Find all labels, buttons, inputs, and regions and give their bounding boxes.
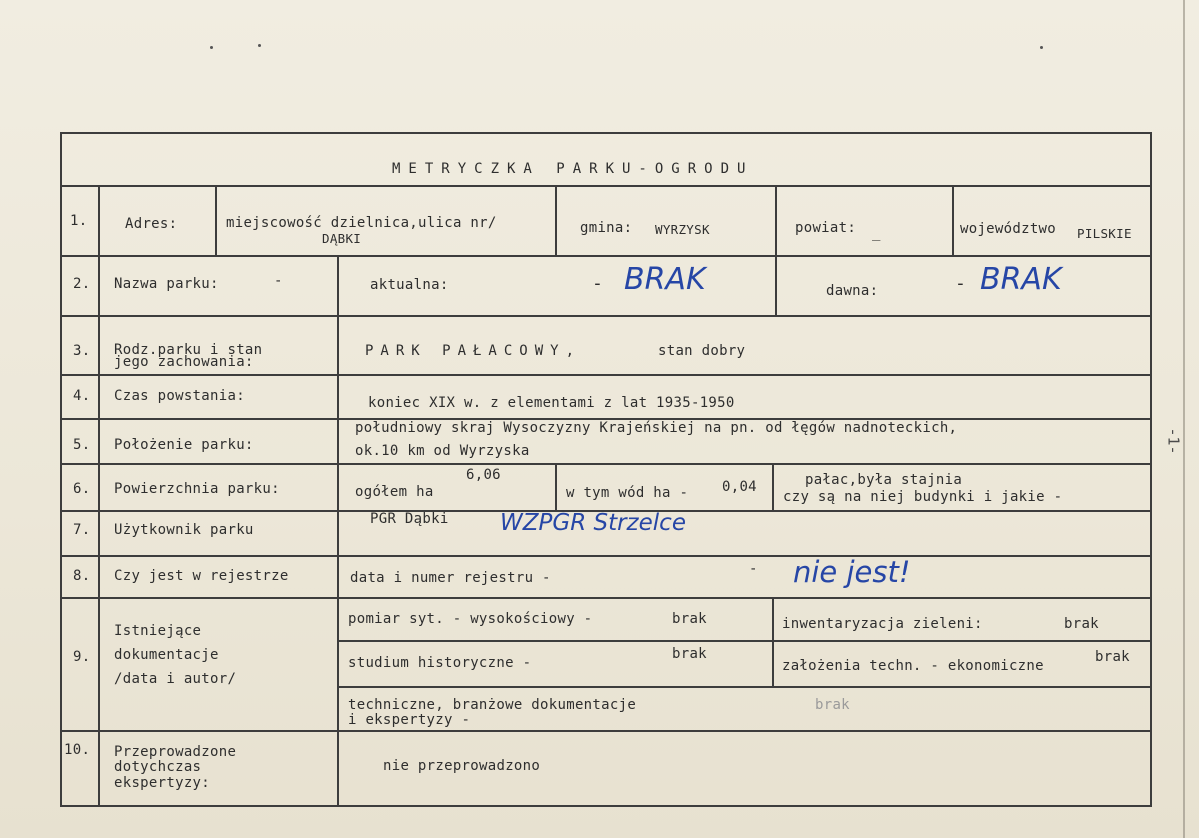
speck (258, 44, 261, 47)
former-name-handwriting: BRAK (980, 262, 1062, 297)
page-edge (1183, 0, 1185, 838)
gmina-value: WYRZYSK (655, 222, 710, 237)
park-type-value: PARK PAŁACOWY, (365, 343, 582, 359)
user-label: Użytkownik parku (114, 522, 254, 538)
row-number: 6. (73, 481, 91, 497)
inventory-label: inwentaryzacja zieleni: (782, 616, 983, 632)
current-name-dash: - (592, 273, 604, 294)
technical-docs-line2: i ekspertyzy - (348, 712, 471, 728)
park-type-label-line2: jego zachowania: (114, 354, 254, 370)
row-number: 2. (73, 276, 91, 292)
documentation-label-line2: dokumentacje (114, 647, 219, 663)
location-value-line2: ok.10 km od Wyrzyska (355, 443, 530, 459)
form-title: METRYCZKA PARKU-OGRODU (392, 161, 754, 177)
row-number: 3. (73, 343, 91, 359)
row-number: 5. (73, 437, 91, 453)
row-number: 7. (73, 522, 91, 538)
expertise-label-line3: ekspertyzy: (114, 775, 211, 791)
page-number-mark: -1- (1164, 427, 1183, 455)
technical-docs-line1: techniczne, branżowe dokumentacje (348, 697, 637, 713)
expertise-value: nie przeprowadzono (383, 758, 541, 774)
register-number-label: data i numer rejestru - (350, 570, 551, 586)
gmina-label: gmina: (580, 220, 633, 236)
history-study-value: brak (672, 646, 707, 662)
row-number: 10. (64, 742, 91, 758)
documentation-label-line1: Istniejące (114, 623, 202, 639)
voivodeship-value: PILSKIE (1077, 226, 1132, 241)
technical-docs-value: brak (815, 697, 850, 713)
voivodeship-label: województwo (960, 221, 1057, 237)
water-area-value: 0,04 (722, 479, 757, 495)
total-area-value: 6,06 (466, 467, 501, 483)
survey-value: brak (672, 611, 707, 627)
buildings-value: pałac,była stajnia (805, 472, 963, 488)
register-dash: - (749, 561, 758, 577)
inventory-value: brak (1064, 616, 1099, 632)
address-label: Adres: (125, 216, 178, 232)
buildings-label: czy są na niej budynki i jakie - (783, 489, 1063, 505)
register-label: Czy jest w rejestrze (114, 568, 289, 584)
park-type-label-line1: Rodz.parku i stan (114, 342, 263, 358)
expertise-label-line1: Przeprowadzone (114, 744, 237, 760)
former-name-label: dawna: (826, 283, 879, 299)
water-area-label: w tym wód ha - (566, 485, 689, 501)
park-name-label: Nazwa parku: (114, 276, 219, 292)
row-number: 1. (70, 213, 88, 229)
user-value-handwriting: WZPGR Strzelce (500, 510, 686, 536)
assumptions-label: założenia techn. - ekonomiczne (782, 658, 1044, 674)
location-label: Położenie parku: (114, 437, 254, 453)
user-value-typed: PGR Dąbki (370, 511, 449, 527)
speck (210, 46, 213, 49)
locality-value: DĄBKI (322, 231, 362, 246)
row-number: 4. (73, 388, 91, 404)
documentation-label-line3: /data i autor/ (114, 671, 237, 687)
assumptions-value: brak (1095, 649, 1130, 665)
current-name-label: aktualna: (370, 277, 449, 293)
current-name-handwriting: BRAK (624, 262, 706, 297)
total-area-label: ogółem ha (355, 484, 434, 500)
former-name-dash: - (955, 273, 967, 294)
survey-label: pomiar syt. - wysokościowy - (348, 611, 593, 627)
powiat-label: powiat: (795, 220, 857, 236)
park-condition-value: stan dobry (658, 343, 746, 359)
row-number: 8. (73, 568, 91, 584)
register-handwriting: nie jest! (793, 555, 911, 589)
speck (1040, 46, 1043, 49)
location-value-line1: południowy skraj Wysoczyzny Krajeńskiej na pn. od łęgów nadnoteckich, (355, 420, 958, 436)
powiat-value: _ (872, 225, 881, 241)
park-name-dash: - (274, 273, 283, 289)
row-number: 9. (73, 649, 91, 665)
creation-time-value: koniec XIX w. z elementami z lat 1935-1950 (368, 395, 735, 411)
locality-label: miejscowość dzielnica,ulica nr/ (226, 215, 497, 231)
expertise-label-line2: dotychczas (114, 759, 202, 775)
area-label: Powierzchnia parku: (114, 481, 280, 497)
history-study-label: studium historyczne - (348, 655, 532, 671)
creation-time-label: Czas powstania: (114, 388, 245, 404)
